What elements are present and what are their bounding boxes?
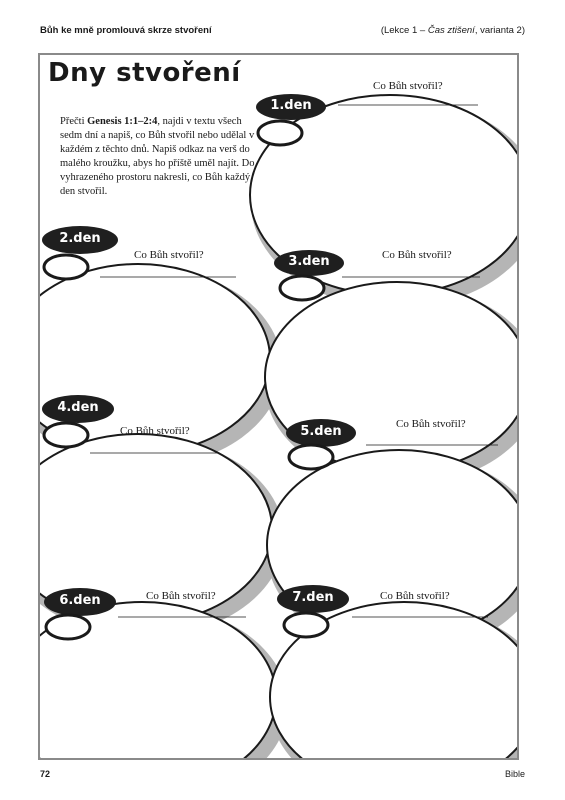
day4-question: Co Bůh stvořil? (120, 425, 190, 437)
day2-label: 2.den (59, 231, 101, 246)
day4-verse-ring (44, 423, 88, 447)
day6-label: 6.den (59, 593, 101, 608)
lesson-reference: (Lekce 1 – Čas ztišení, varianta 2) (380, 25, 525, 36)
day1-verse-ring (258, 121, 302, 145)
day7-question: Co Bůh stvořil? (380, 590, 450, 602)
day1-label: 1.den (270, 98, 312, 113)
instructions-text: Přečti Genesis 1:1–2:4, najdi v textu všech sedm dní a napiš, co Bůh stvořil nebo udělal v každém z těchto dnů. Napiš odkaz na verš do malého kroužku, abys ho příště uměl najít. Do vyhrazeného prostoru nakresli, co Bůh každý den stvořil. (60, 116, 255, 197)
day6-verse-ring (46, 615, 90, 639)
day4-label: 4.den (57, 400, 99, 415)
header-title: Bůh ke mně promlouvá skrze stvoření (40, 25, 212, 36)
day5-label: 5.den (300, 424, 342, 439)
day3-verse-ring (280, 276, 324, 300)
day3-label: 3.den (288, 254, 330, 269)
day6-question: Co Bůh stvořil? (146, 590, 216, 602)
day5-question: Co Bůh stvořil? (396, 418, 466, 430)
day7-label: 7.den (292, 590, 334, 605)
day2-verse-ring (44, 255, 88, 279)
day2-question: Co Bůh stvořil? (134, 249, 204, 261)
day3-question: Co Bůh stvořil? (382, 249, 452, 261)
worksheet-title: Dny stvoření (48, 58, 241, 88)
day1-question: Co Bůh stvořil? (373, 80, 443, 92)
day5-verse-ring (289, 445, 333, 469)
day7-verse-ring (284, 613, 328, 637)
footer-section: Bible (504, 769, 525, 779)
worksheet-frame (38, 53, 519, 760)
page-number: 72 (40, 769, 51, 779)
